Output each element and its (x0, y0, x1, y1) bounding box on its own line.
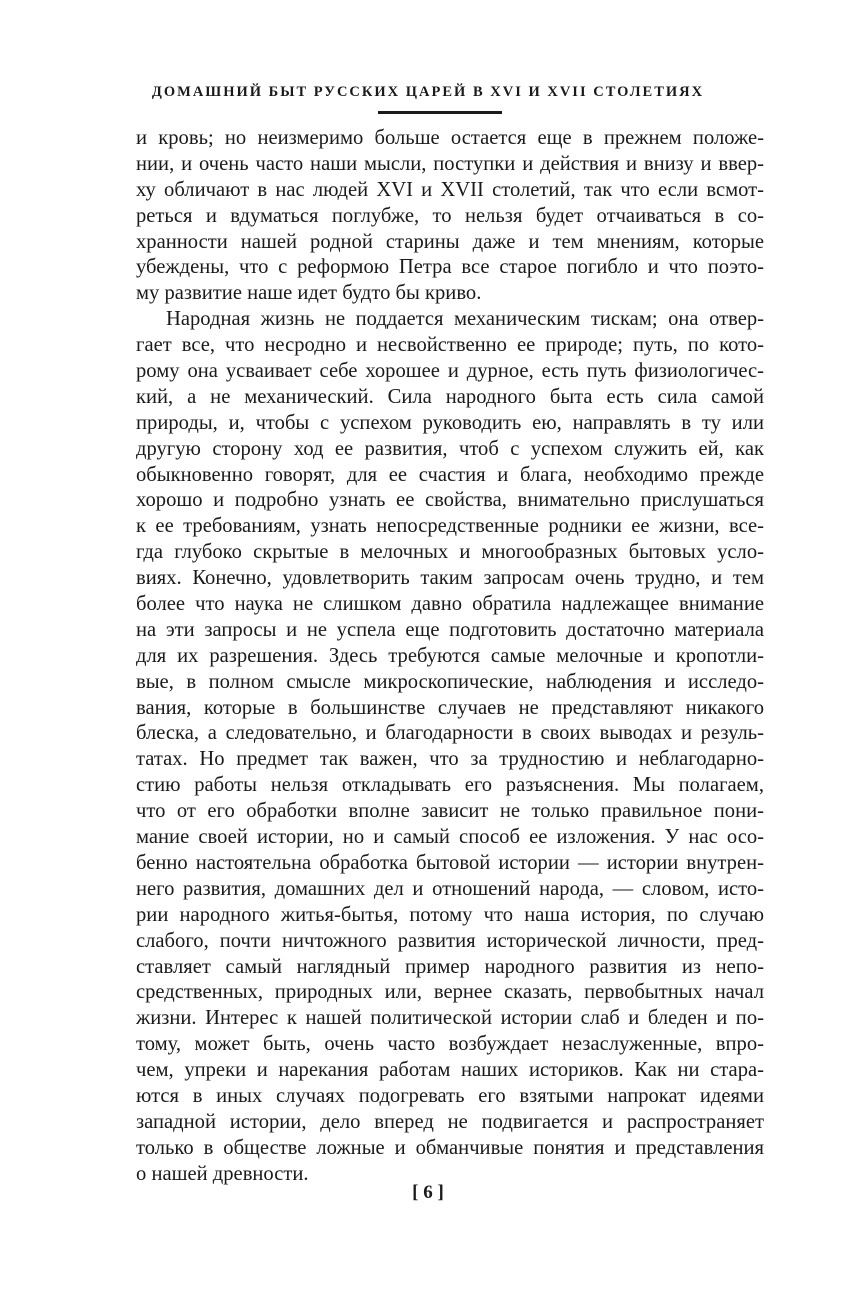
text-line: ются в иных случаях подогревать его взятыми напрокат идеями (136, 1084, 764, 1107)
paragraph-1 (136, 126, 764, 307)
text-line: кий, а не механический. Сила народного быта есть сила самой (136, 385, 764, 408)
text-line: ставляет самый наглядный пример народного развития из непо- (136, 955, 764, 978)
text-line: для их разрешения. Здесь требуются самые мелочные и кропотли- (136, 644, 764, 667)
text-line: на эти запросы и не успела еще подготовить достаточно материала (136, 618, 764, 641)
text-line: бенно настоятельна обработка бытовой истории — истории внутрен- (136, 851, 764, 874)
page-number: [ 6 ] (412, 1182, 444, 1203)
text-line: гда глубоко скрытые в мелочных и многообразных бытовых усло- (136, 541, 764, 564)
text-line: западной истории, дело вперед не подвигается и распространяет (136, 1110, 764, 1133)
text-line: хранности нашей родной старины даже и тем мнениям, которые (136, 230, 764, 253)
text-line: гает все, что несродно и несвойственно ее природе; путь, по кото- (136, 334, 764, 357)
text-line: Народная жизнь не поддается механическим тискам; она отвер- (166, 308, 764, 331)
text-line: виях. Конечно, удовлетворить таким запросам очень трудно, и тем (136, 567, 764, 590)
text-line: более что наука не слишком давно обратила надлежащее внимание (136, 593, 764, 616)
text-line: блеска, а следовательно, и благодарности в своих выводах и резуль- (136, 722, 764, 745)
text-line: убеждены, что с реформою Петра все старое погибло и что поэто- (136, 256, 764, 279)
text-line: только в обществе ложные и обманчивые понятия и представления (136, 1136, 764, 1159)
text-line: тому, может быть, очень часто возбуждает незаслуженные, впро- (136, 1033, 764, 1056)
text-line: му развитие наше идет будто бы криво. (136, 282, 482, 305)
text-line: и кровь; но неизмеримо больше остается еще в прежнем положе- (136, 127, 764, 149)
running-header: ДОМАШНИЙ БЫТ РУССКИХ ЦАРЕЙ В XVI И XVII СТОЛЕТИЯХ (151, 84, 705, 100)
text-line: рому она усваивает себе хорошее и дурное, есть путь физиологичес- (136, 360, 764, 383)
text-line: хорошо и подробно узнать ее свойства, внимательно прислушаться (136, 489, 764, 512)
text-line: ху обличают в нас людей XVI и XVII столетий, так что если всмот- (136, 178, 764, 201)
text-line: чем, упреки и нарекания работам наших историков. Как ни стара- (136, 1059, 764, 1082)
text-line: стию работы нельзя откладывать его разъяснения. Мы полагаем, (136, 774, 764, 797)
text-line: рии народного житья-бытья, потому что наша история, по случаю (136, 903, 764, 926)
text-line: него развития, домашних дел и отношений народа, — словом, исто- (136, 877, 764, 900)
paragraph-2 (136, 307, 764, 1187)
header-rule (378, 111, 502, 114)
body-text (136, 126, 764, 1188)
text-line: вания, которые в большинстве случаев не представляют никакого (136, 696, 764, 719)
text-line: что от его обработки вполне зависит не только правильное пони- (136, 800, 764, 823)
text-line: нии, и очень часто наши мысли, поступки и действия и внизу и ввер- (136, 152, 764, 175)
text-line: обыкновенно говорят, для ее счастия и блага, необходимо прежде (136, 463, 764, 486)
text-line: мание своей истории, но и самый способ ее изложения. У нас осо- (136, 826, 764, 849)
text-line: жизни. Интерес к нашей политической истории слаб и бледен и по- (136, 1007, 764, 1030)
text-line: о нашей древности. (136, 1162, 309, 1185)
text-line: другую сторону ход ее развития, чтоб с успехом служить ей, как (136, 437, 764, 460)
text-line: реться и вдуматься поглубже, то нельзя будет отчаиваться в со- (136, 204, 764, 227)
text-line: татах. Но предмет так важен, что за трудностию и неблагодарно- (136, 748, 764, 771)
text-line: слабого, почти ничтожного развития исторической личности, пред- (136, 929, 764, 952)
text-line: средственных, природных или, вернее сказать, первобытных начал (136, 981, 764, 1004)
text-line: природы, и, чтобы с успехом руководить ею, направлять в ту или (136, 411, 764, 434)
text-line: к ее требованиям, узнать непосредственные родники ее жизни, все- (136, 515, 764, 538)
text-line: вые, в полном смысле микроскопические, наблюдения и исследо- (136, 670, 764, 693)
